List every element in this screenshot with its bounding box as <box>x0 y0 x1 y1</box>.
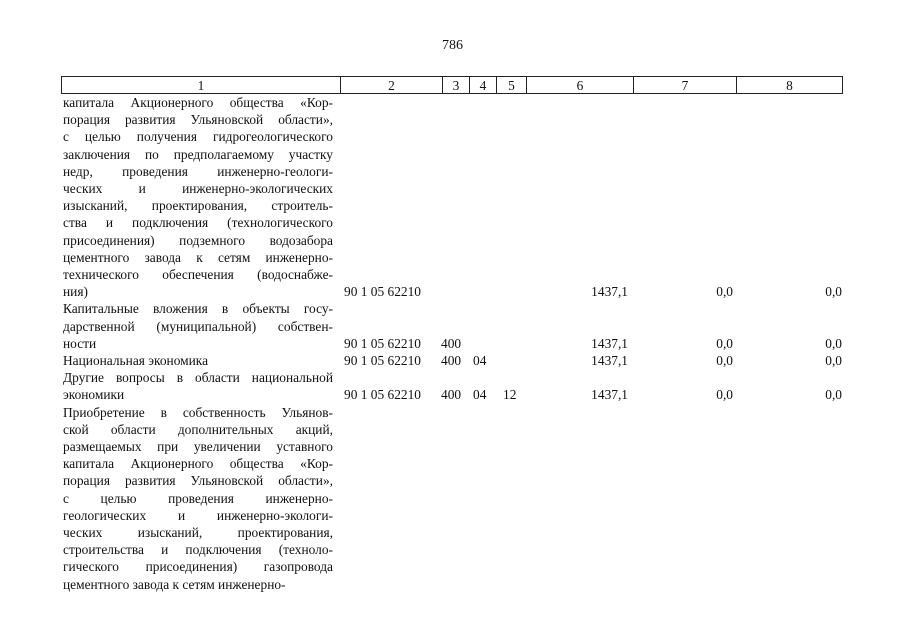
row-values <box>0 352 905 369</box>
section: 04 <box>473 387 487 403</box>
description-line: строительства и подключения (техноло- <box>63 542 333 558</box>
amount-col-7: 0,0 <box>716 284 733 300</box>
amount-col-8: 0,0 <box>825 387 842 403</box>
description-line: цементного завода к сетям инженерно- <box>63 249 333 265</box>
description-line: порация развития Ульяновской области», <box>63 473 333 489</box>
description-line: заключения по предполагаемому участку <box>63 146 333 162</box>
target-article-code: 90 1 05 62210 <box>344 284 421 300</box>
description-line: капитала Акционерного общества «Кор- <box>63 456 333 472</box>
description-line: технического обеспечения (водоснабже- <box>63 267 333 283</box>
row-values <box>0 335 905 352</box>
description-line: порация развития Ульяновской области», <box>63 112 333 128</box>
target-article-code: 90 1 05 62210 <box>344 335 421 351</box>
amount-col-8: 0,0 <box>825 284 842 300</box>
target-article-code: 90 1 05 62210 <box>344 387 421 403</box>
table-row <box>0 404 905 593</box>
table-row <box>0 300 905 352</box>
amount-col-6: 1437,1 <box>591 284 628 300</box>
header-col-1: 1 <box>62 77 341 94</box>
description-line: цементного завода к сетям инженерно- <box>63 576 286 592</box>
description-line: размещаемых при увеличении уставного <box>63 439 333 455</box>
row-values <box>0 576 905 593</box>
subsection: 12 <box>503 387 517 403</box>
description-line: ния) <box>63 284 88 300</box>
description-line: геологических и инженерно-экологи- <box>63 507 333 523</box>
amount-col-8: 0,0 <box>825 353 842 369</box>
description-line: экономики <box>63 387 125 403</box>
table-row <box>0 352 905 369</box>
row-values <box>0 386 905 403</box>
description-line: Приобретение в собственность Ульянов- <box>63 404 333 420</box>
amount-col-7: 0,0 <box>716 335 733 351</box>
header-col-8: 8 <box>737 77 843 94</box>
description-line: Другие вопросы в области национальной <box>63 370 333 386</box>
row-values <box>0 283 905 300</box>
amount-col-7: 0,0 <box>716 387 733 403</box>
expense-type: 400 <box>441 387 462 403</box>
description-line: недр, проведения инженерно-геологи- <box>63 163 333 179</box>
description-line: гического присоединения) газопровода <box>63 559 333 575</box>
target-article-code: 90 1 05 62210 <box>344 353 421 369</box>
description-line: дарственной (муниципальной) собствен- <box>63 318 333 334</box>
description-line: ческих и инженерно-экологических <box>63 181 333 197</box>
table-row <box>0 94 905 300</box>
amount-col-6: 1437,1 <box>591 387 628 403</box>
header-col-5: 5 <box>497 77 527 94</box>
header-col-4: 4 <box>470 77 497 94</box>
table-body <box>0 94 905 593</box>
row-description <box>63 94 333 300</box>
header-col-7: 7 <box>634 77 737 94</box>
header-col-2: 2 <box>341 77 443 94</box>
amount-col-8: 0,0 <box>825 335 842 351</box>
description-line: Национальная экономика <box>63 353 209 369</box>
header-col-3: 3 <box>443 77 470 94</box>
description-line: с целью получения гидрогеологического <box>63 129 333 145</box>
table-row <box>0 369 905 403</box>
section: 04 <box>473 353 487 369</box>
expense-type: 400 <box>441 335 462 351</box>
description-line: ности <box>63 335 97 351</box>
amount-col-7: 0,0 <box>716 353 733 369</box>
amount-col-6: 1437,1 <box>591 353 628 369</box>
description-line: ства и подключения (технологического <box>63 215 333 231</box>
header-col-6: 6 <box>527 77 634 94</box>
description-line: присоединения) подземного водозабора <box>63 232 333 248</box>
description-line: капитала Акционерного общества «Кор- <box>63 95 333 110</box>
description-line: Капитальные вложения в объекты госу- <box>63 301 333 317</box>
page-number: 786 <box>442 38 463 53</box>
table-header <box>61 76 843 94</box>
description-line: ческих изысканий, проектирования, <box>63 525 333 541</box>
description-line: с целью проведения инженерно- <box>63 490 333 506</box>
expense-type: 400 <box>441 353 462 369</box>
amount-col-6: 1437,1 <box>591 335 628 351</box>
row-description <box>63 404 333 593</box>
description-line: ской области дополнительных акций, <box>63 421 333 437</box>
description-line: изысканий, проектирования, строитель- <box>63 198 333 214</box>
